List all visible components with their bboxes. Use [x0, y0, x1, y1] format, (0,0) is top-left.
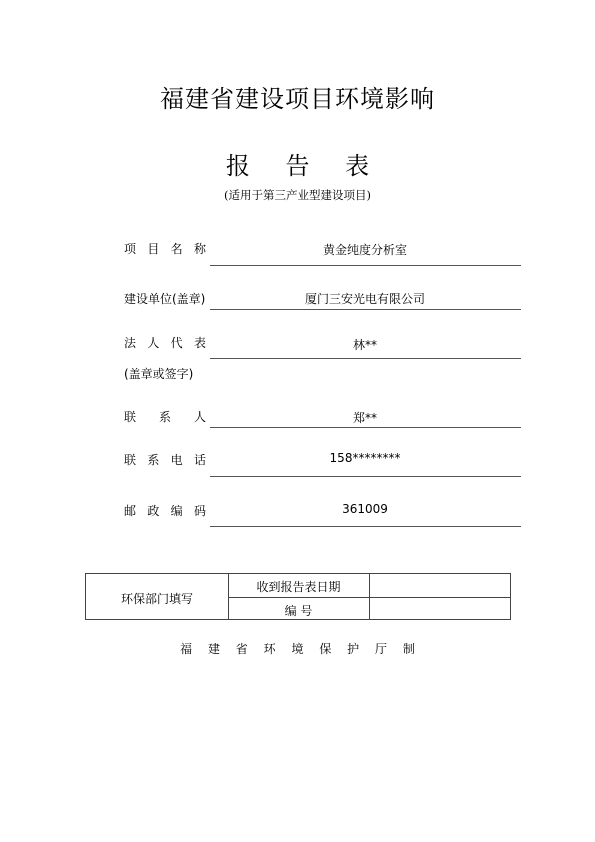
label-char: 系 — [158, 410, 171, 424]
contact-label — [124, 408, 206, 425]
label-char: 名 — [170, 242, 183, 256]
phone-label — [124, 451, 206, 468]
footer-char: 建 — [207, 642, 220, 656]
footer-char: 保 — [319, 642, 332, 656]
footer-char: 环 — [263, 642, 276, 656]
document-title: 福建省建设项目环境影响 — [160, 85, 435, 113]
label-char: 目 — [147, 242, 160, 256]
unit-label: 建设单位(盖章) — [124, 292, 206, 306]
footer-char: 境 — [291, 642, 304, 656]
issuer-footer — [0, 640, 595, 657]
project-name-label — [124, 240, 206, 257]
dept-fill-table — [85, 573, 511, 620]
contact-underline — [210, 427, 521, 428]
postcode-value: 361009 — [342, 502, 388, 516]
document-subtitle: (适用于第三产业型建设项目) — [224, 188, 371, 202]
label-char: 编 — [170, 504, 183, 518]
legal-rep-value: 林** — [352, 338, 377, 352]
label-char: 表 — [193, 336, 206, 350]
contact-value: 郑** — [352, 411, 377, 425]
postcode-underline — [210, 526, 521, 527]
table-row-divider — [228, 597, 510, 598]
label-char: 联 — [124, 410, 137, 424]
footer-char: 厅 — [375, 642, 388, 656]
title-char: 告 — [285, 152, 310, 180]
label-char: 代 — [170, 336, 183, 350]
legal-rep-sublabel: (盖章或签字) — [124, 367, 194, 381]
label-char: 称 — [193, 242, 206, 256]
label-char: 法 — [124, 336, 137, 350]
postcode-label — [124, 502, 206, 519]
label-char: 人 — [147, 336, 160, 350]
receipt-date-label: 收到报告表日期 — [256, 580, 341, 594]
document-title-line2 — [0, 146, 595, 181]
legal-rep-underline — [210, 358, 521, 359]
legal-rep-label — [124, 334, 206, 351]
project-name-underline — [210, 265, 521, 266]
label-char: 项 — [124, 242, 137, 256]
phone-underline — [210, 476, 521, 477]
label-char: 系 — [147, 453, 160, 467]
title-char: 表 — [345, 152, 370, 180]
unit-underline — [210, 309, 521, 310]
footer-char: 制 — [402, 642, 415, 656]
unit-value: 厦门三安光电有限公司 — [304, 292, 425, 306]
label-char: 码 — [193, 504, 206, 518]
label-char: 政 — [147, 504, 160, 518]
footer-char: 福 — [180, 642, 193, 656]
label-char: 话 — [193, 453, 206, 467]
title-char: 报 — [225, 152, 250, 180]
dept-fill-label: 环保部门填写 — [120, 592, 193, 606]
serial-number-label: 编 号 — [284, 604, 313, 618]
footer-char: 护 — [347, 642, 360, 656]
label-char: 邮 — [124, 504, 137, 518]
footer-char: 省 — [235, 642, 248, 656]
label-char: 人 — [193, 410, 206, 424]
phone-value: 158******** — [329, 451, 401, 465]
label-char: 联 — [124, 453, 137, 467]
project-name-value: 黄金纯度分析室 — [322, 243, 407, 257]
label-char: 电 — [170, 453, 183, 467]
